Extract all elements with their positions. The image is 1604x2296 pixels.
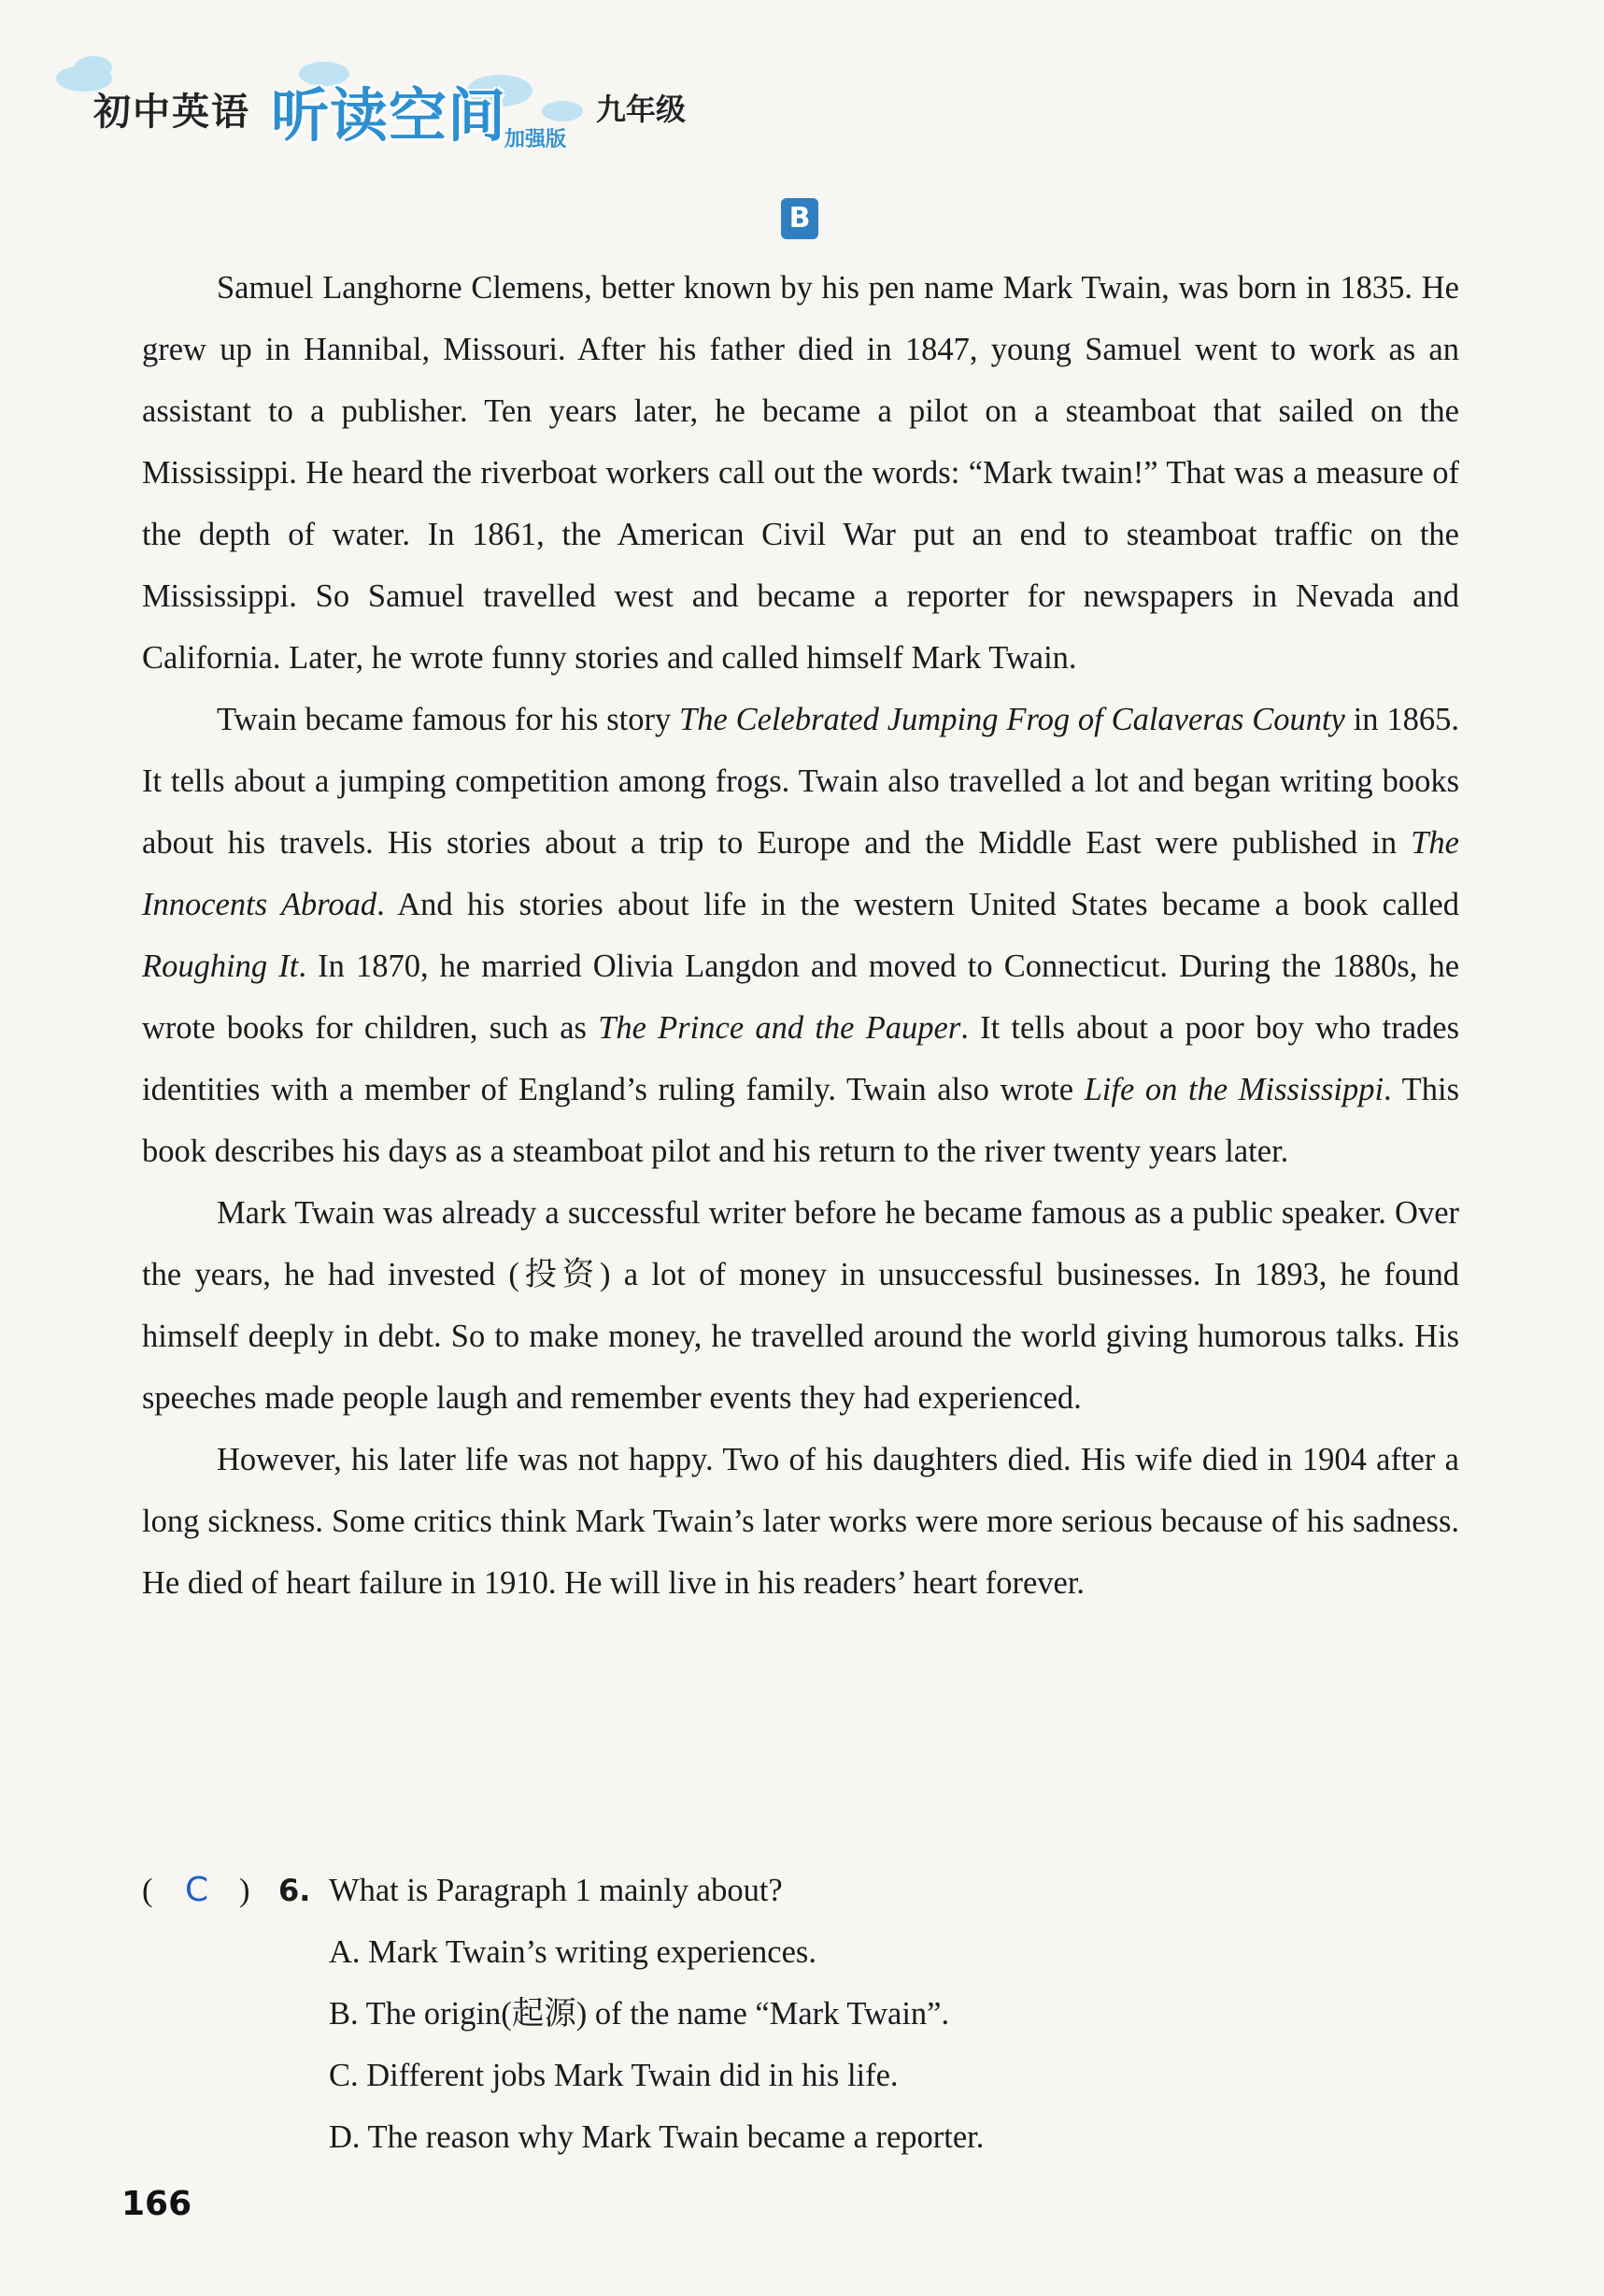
grade-label: 九年级: [596, 92, 687, 127]
cloud-decoration: [75, 56, 112, 78]
answer-mark: C: [185, 1871, 209, 1909]
answer-paren-right: ): [239, 1873, 250, 1908]
text-run: in 1865. It tells about a jumping competition among frogs. Twain also travelled a lot and began writing books about his travels. His stories about a trip to Europe and the Middle East were published in: [142, 702, 1459, 861]
book-title: Roughing It: [142, 948, 299, 984]
option-b: B. The origin(起源) of the name “Mark Twain”.: [329, 1996, 950, 2032]
text-run: . In 1870, he married Olivia Langdon and moved to Connecticut. During the 1880s, he wrote books for children, such as: [142, 948, 1460, 1046]
paragraph-3: Mark Twain was already a successful writer before he became famous as a public speaker. Over the years, he had invested (投资) a lot of money in unsuccessful businesses. In 1893, he found himself deeply in debt. So to make money, he travelled around the world giving humorous talks. His speeches made people laugh and remember events they had experienced.: [142, 1195, 1459, 1416]
text-run: . It tells about a poor boy who trades identities with a member of England’s ruling family. Twain also wrote: [142, 1010, 1460, 1107]
option-a: A. Mark Twain’s writing experiences.: [329, 1934, 816, 1970]
book-title: Life on the Mississippi: [1084, 1072, 1384, 1107]
text-run: Twain became famous for his story: [217, 702, 680, 737]
question-stem: [142, 1860, 1459, 1921]
reading-passage: [142, 257, 1459, 1614]
edition-label: 加强版: [504, 128, 567, 151]
answer-paren-left: (: [142, 1873, 153, 1908]
question-6: [142, 1860, 1459, 2168]
section-badge: B: [781, 198, 818, 239]
book-series-title: 初中英语: [93, 91, 250, 134]
text-run: . And his stories about life in the western United States became a book called: [376, 887, 1459, 922]
paragraph-1: Samuel Langhorne Clemens, better known by his pen name Mark Twain, was born in 1835. He grew up in Hannibal, Missouri. After his father died in 1847, young Samuel went to work as an assistant to a publisher. Ten years later, he became a pilot on a steamboat that sailed on the Mississippi. He heard the riverboat workers call out the words: “Mark twain!” That was a measure of the depth of water. In 1861, the American Civil War put an end to steamboat traffic on the Mississippi. So Samuel travelled west and became a reporter for newspapers in Nevada and California. Later, he wrote funny stories and called himself Mark Twain.: [142, 270, 1459, 676]
question-text: What is Paragraph 1 mainly about?: [329, 1873, 783, 1908]
question-number: 6.: [278, 1873, 311, 1908]
book-title: The Innocents Abroad: [142, 825, 1459, 922]
paragraph-2: [142, 689, 1459, 1182]
book-title: The Prince and the Pauper: [598, 1010, 961, 1046]
text-run: . This book describes his days as a steamboat pilot and his return to the river twenty years later.: [142, 1072, 1459, 1169]
book-title: The Celebrated Jumping Frog of Calaveras County: [679, 702, 1345, 737]
paragraph-4: However, his later life was not happy. Two of his daughters died. His wife died in 1904 after a long sickness. Some critics think Mark Twain’s later works were more serious because of his sadness. He died of heart failure in 1910. He will live in his readers’ heart forever.: [142, 1442, 1459, 1601]
page-number: 166: [121, 2185, 192, 2223]
cloud-decoration: [542, 101, 583, 121]
page-header: [56, 56, 803, 159]
option-d: D. The reason why Mark Twain became a reporter.: [329, 2119, 985, 2155]
brand-logo: 听读空间: [271, 81, 507, 150]
option-c: C. Different jobs Mark Twain did in his life.: [329, 2058, 899, 2093]
